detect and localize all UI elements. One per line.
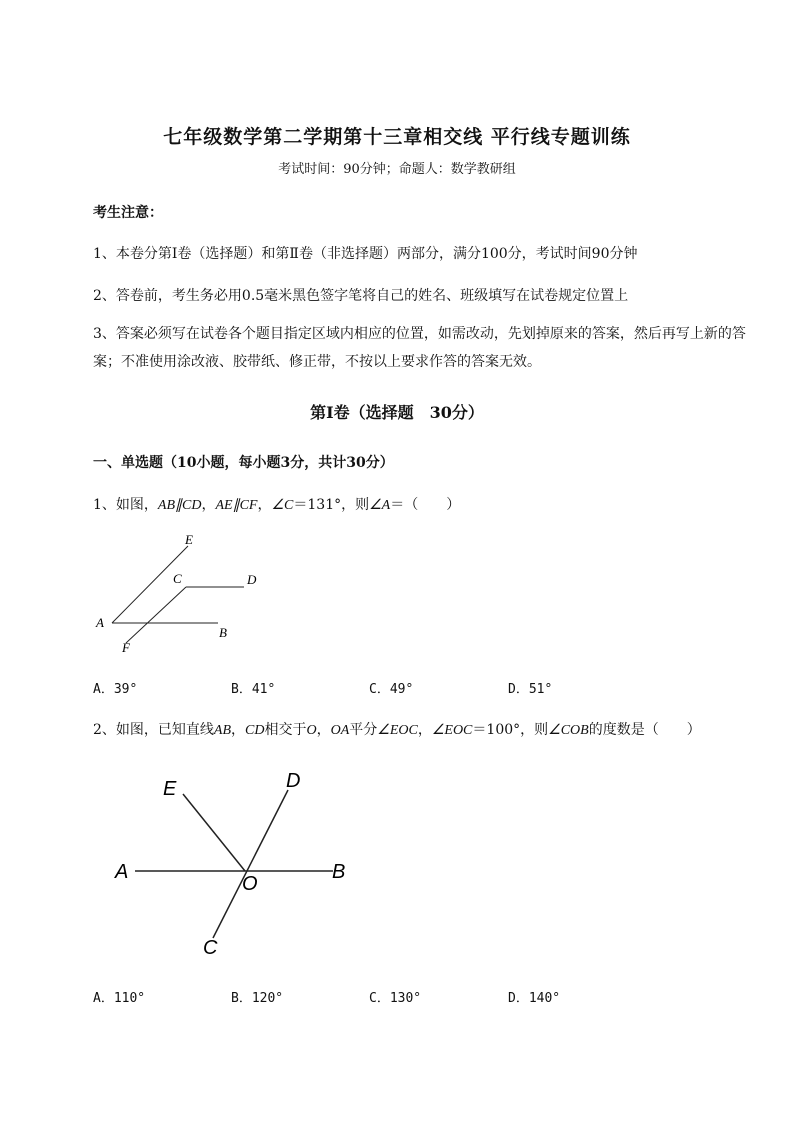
- q2-figure: [105, 760, 365, 965]
- notice-heading: 考生注意：: [93, 205, 163, 221]
- q2-ray: OA: [330, 723, 350, 738]
- notice-item-2: 2、答卷前，考生务必用0.5毫米黑色签字笔将自己的姓名、班级填写在试卷规定位置上: [93, 288, 629, 304]
- q2-option-c[interactable]: C．130°: [369, 991, 422, 1006]
- q1-cond1: AB∥CD: [157, 498, 202, 513]
- q1-ask: ∠A: [369, 498, 391, 513]
- q1-prefix: 1、如图，: [93, 497, 158, 513]
- q1-suffix: ＝（ ）: [390, 497, 461, 513]
- label-c: C: [173, 571, 182, 586]
- q2-ask: ∠COB: [548, 723, 589, 738]
- q1-figure: [88, 530, 278, 660]
- q2-ang2: ∠EOC: [431, 723, 473, 738]
- q2-l1: AB: [213, 723, 232, 738]
- label-b: B: [219, 625, 227, 640]
- notice-item-1: 1、本卷分第I卷（选择题）和第Ⅱ卷（非选择题）两部分，满分100分，考试时间90分钟: [93, 246, 638, 262]
- question-1: [93, 494, 460, 514]
- label-d: D: [286, 770, 301, 792]
- ray-oe: [183, 794, 245, 871]
- part-heading: 一、单选题（10小题，每小题3分，共计30分）: [93, 455, 394, 471]
- q2-mid2: 平分: [349, 722, 378, 738]
- line-cf: [126, 587, 186, 643]
- q2-val: ＝100°，则: [472, 722, 549, 738]
- q1-sep1: ，: [201, 497, 216, 513]
- q1-sep2: ，: [257, 497, 272, 513]
- q2-option-b[interactable]: B．120°: [231, 991, 284, 1006]
- q1-value: ＝131°，则: [293, 497, 370, 513]
- q2-ang1: ∠EOC: [377, 723, 418, 738]
- q2-suffix: 的度数是（ ）: [588, 722, 701, 738]
- page-title: 七年级数学第二学期第十三章相交线 平行线专题训练: [163, 126, 631, 148]
- q1-option-b[interactable]: B．41°: [231, 682, 276, 697]
- q1-option-d[interactable]: D．51°: [508, 682, 553, 697]
- label-f: F: [122, 640, 130, 655]
- label-a: A: [115, 861, 129, 883]
- label-e: E: [163, 778, 177, 800]
- q1-option-c[interactable]: C．49°: [369, 682, 414, 697]
- label-c: C: [203, 937, 218, 959]
- notice-item-3: 3、答案必须写在试卷各个题目指定区域内相应的位置，如需改动，先划掉原来的答案，然后再写上新的答案；不准使用涂改液、胶带纸、修正带，不按以上要求作答的答案无效。: [93, 326, 746, 370]
- label-d: D: [247, 572, 257, 587]
- q2-sep2: ，: [316, 722, 331, 738]
- q2-prefix: 2、如图，已知直线: [93, 722, 214, 738]
- label-o: O: [242, 873, 258, 895]
- label-e: E: [185, 532, 193, 547]
- q2-sep3: ，: [417, 722, 432, 738]
- label-a: A: [96, 615, 104, 630]
- q1-option-a[interactable]: A．39°: [93, 682, 138, 697]
- q2-pt: O: [306, 723, 317, 738]
- q1-cond3: ∠C: [271, 498, 294, 513]
- q1-cond2: AE∥CF: [215, 498, 258, 513]
- q2-sep1: ，: [231, 722, 246, 738]
- q2-l2: CD: [245, 723, 265, 738]
- line-cd: [213, 790, 288, 938]
- q2-mid1: 相交于: [264, 722, 307, 738]
- q2-option-a[interactable]: A．110°: [93, 991, 146, 1006]
- label-b: B: [332, 861, 346, 883]
- section-title: 第I卷（选择题 30分）: [310, 403, 484, 422]
- q2-option-d[interactable]: D．140°: [508, 991, 561, 1006]
- question-2: [93, 719, 701, 739]
- exam-info: 考试时间：90分钟；命题人：数学教研组: [278, 162, 516, 177]
